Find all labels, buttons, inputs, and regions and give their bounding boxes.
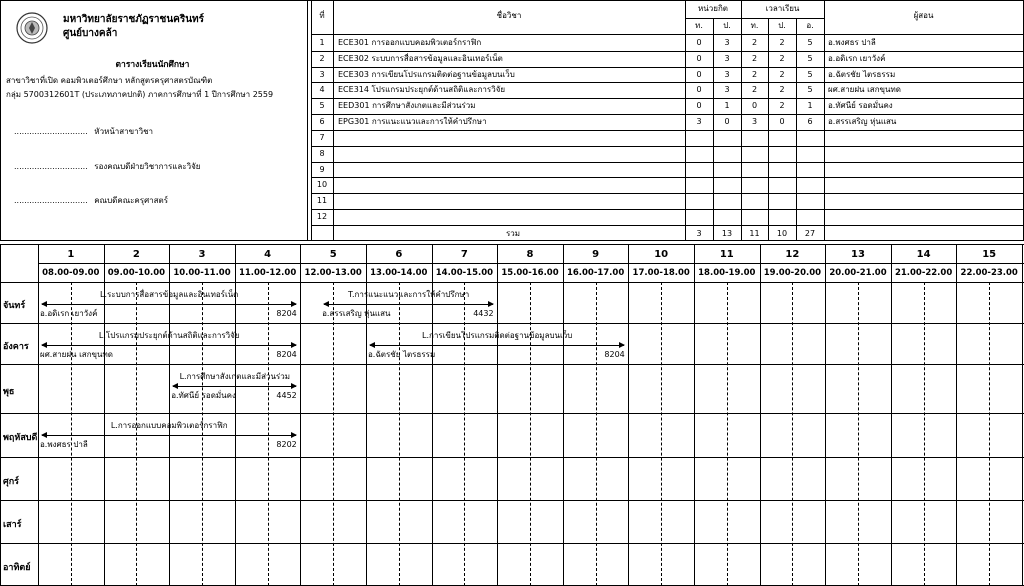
row-divider — [311, 130, 1024, 131]
period-number: 5 — [329, 249, 337, 260]
row-no: 3 — [319, 69, 325, 79]
grid-col-line — [891, 244, 892, 586]
col-header-hour-practice: ป. — [778, 21, 786, 30]
university-name: มหาวิทยาลัยราชภัฏราชนครินทร์ — [63, 14, 205, 25]
period-time: 15.00-16.00 — [501, 268, 559, 278]
total-hour-practice: 10 — [776, 229, 788, 238]
row-no: 8 — [319, 148, 325, 158]
row-credit-theory: 0 — [696, 53, 702, 63]
grid-half-hour-line — [858, 282, 859, 586]
class-room: 8202 — [276, 440, 297, 449]
signature-line-dean — [14, 194, 168, 207]
grid-row-line — [0, 500, 1024, 501]
signature-role: หัวหน้าสาขาวิชา — [94, 127, 154, 136]
row-hour-self: 5 — [807, 85, 813, 95]
class-teacher: อ.อดิเรก เยาวังค์ — [40, 309, 98, 318]
class-teacher: ผศ.สายฝน เสกขุนทด — [40, 350, 113, 359]
row-teacher: ผศ.สายฝน เสกขุนทด — [828, 85, 901, 95]
grid-row-line — [0, 323, 1024, 324]
doc-title: ตารางเรียนนักศึกษา — [115, 60, 190, 70]
period-time: 22.00-23.00 — [960, 268, 1018, 278]
row-no: 9 — [319, 164, 325, 174]
class-title: L.โปรแกรมประยุกต์ด้านสถิติและการวิจัย — [98, 331, 240, 340]
period-number: 3 — [198, 249, 206, 260]
table-border — [824, 0, 825, 241]
period-number: 2 — [132, 249, 140, 260]
period-number: 11 — [719, 249, 734, 260]
col-header-no: ที่ — [319, 11, 325, 20]
class-teacher: อ.สรรเสริญ หุ่นแสน — [322, 309, 391, 318]
day-label: ศุกร์ — [3, 476, 19, 487]
day-label: พุธ — [3, 386, 15, 397]
total-credit-practice: 13 — [721, 229, 733, 238]
row-hour-self: 5 — [807, 38, 813, 47]
row-teacher: อ.พงศธร ปาลี — [828, 38, 876, 47]
table-border — [0, 240, 1024, 241]
row-credit-theory: 0 — [696, 85, 702, 95]
row-hour-theory: 2 — [751, 53, 758, 63]
table-border — [0, 0, 1024, 1]
grid-row-line — [0, 364, 1024, 365]
signature-dots: ............................. — [14, 162, 88, 171]
grid-half-hour-line — [596, 282, 597, 586]
period-number: 15 — [982, 249, 997, 260]
class-room: 4452 — [276, 391, 297, 400]
day-label: อาทิตย์ — [3, 562, 31, 573]
grid-half-hour-line — [727, 282, 728, 586]
class-room: 8204 — [276, 309, 297, 318]
time-span-arrow-icon — [173, 386, 296, 387]
grid-col-line — [760, 244, 761, 586]
day-label: อังคาร — [3, 341, 29, 352]
row-hour-self: 1 — [807, 101, 813, 111]
period-number: 12 — [785, 249, 800, 260]
period-number: 9 — [592, 249, 600, 260]
grid-row-line — [0, 457, 1024, 458]
period-time: 09.00-10.00 — [107, 268, 166, 278]
grid-border — [38, 244, 39, 586]
row-no: 5 — [319, 101, 325, 111]
period-number: 7 — [460, 249, 468, 260]
row-credit-practice: 1 — [724, 101, 730, 111]
university-seal-icon — [16, 11, 48, 45]
grid-col-line — [628, 244, 629, 586]
period-time: 20.00-21.00 — [829, 268, 887, 278]
row-credit-theory: 0 — [696, 69, 702, 79]
row-divider — [311, 67, 1024, 68]
grid-row-line — [0, 543, 1024, 544]
row-hour-self: 5 — [807, 69, 813, 79]
signature-dots: ............................. — [14, 196, 88, 205]
row-hour-practice: 0 — [779, 117, 785, 127]
grid-half-hour-line — [792, 282, 793, 586]
signature-role: คณบดีคณะครุศาสตร์ — [94, 196, 169, 205]
class-teacher: อ.ฉัตรชัย ไตรธรรม — [368, 350, 436, 359]
table-border — [333, 0, 334, 241]
grid-half-hour-line — [202, 282, 203, 586]
row-divider — [311, 114, 1024, 115]
row-credit-theory: 3 — [696, 117, 702, 127]
row-hour-theory: 2 — [751, 69, 758, 79]
row-divider — [311, 177, 1024, 178]
row-hour-theory: 2 — [751, 38, 758, 47]
row-hour-theory: 3 — [751, 117, 758, 127]
grid-half-hour-line — [530, 282, 531, 586]
row-no: 11 — [316, 196, 328, 206]
row-credit-theory: 0 — [696, 101, 702, 111]
grid-col-line — [1022, 244, 1023, 586]
class-room: 8204 — [276, 350, 297, 359]
col-header-credit-practice: ป. — [723, 21, 731, 30]
row-subject: ECE314 โปรแกรมประยุกต์ด้านสถิติและการวิจัย — [338, 85, 506, 95]
class-title: L.การศึกษาสังเกตและมีส่วนร่วม — [179, 372, 290, 381]
total-label: รวม — [506, 229, 521, 238]
grid-col-line — [497, 244, 498, 586]
row-divider — [311, 98, 1024, 99]
program-line: สาขาวิชาที่เปิด คอมพิวเตอร์ศึกษา หลักสูตรครุศาสตรบัณฑิต — [6, 76, 213, 85]
grid-col-line — [563, 244, 564, 586]
signature-line-vice-dean — [14, 160, 201, 173]
col-header-hour-self: อ. — [806, 21, 814, 30]
period-number: 13 — [851, 249, 865, 260]
col-header-hours: เวลาเรียน — [765, 4, 800, 13]
row-no: 6 — [319, 117, 325, 127]
time-span-arrow-icon — [42, 304, 296, 305]
grid-half-hour-line — [924, 282, 925, 586]
table-border — [307, 0, 308, 241]
row-divider — [311, 51, 1024, 52]
grid-row-line — [0, 413, 1024, 414]
grid-border — [0, 244, 1, 586]
row-subject: ECE302 ระบบการสื่อสารข้อมูลและอินเทอร์เน็ต — [338, 53, 503, 63]
row-no: 4 — [319, 85, 325, 95]
row-no: 12 — [316, 212, 328, 222]
row-hour-practice: 2 — [779, 38, 785, 47]
row-divider — [311, 209, 1024, 210]
row-subject: ECE301 การออกแบบคอมพิวเตอร์กราฟิก — [338, 38, 482, 47]
row-divider — [311, 82, 1024, 83]
day-label: พฤหัสบดี — [3, 433, 38, 443]
period-number: 8 — [526, 249, 534, 260]
grid-half-hour-line — [71, 282, 72, 586]
time-span-arrow-icon — [42, 435, 296, 436]
row-credit-practice: 3 — [724, 38, 730, 47]
center-name: ศูนย์บางคล้า — [63, 28, 118, 39]
col-header-hour-theory: ท. — [750, 21, 759, 30]
period-time: 19.00-20.00 — [763, 268, 822, 278]
col-header-credits: หน่วยกิต — [698, 4, 728, 13]
row-divider — [311, 146, 1024, 147]
time-span-arrow-icon — [370, 345, 624, 346]
row-credit-practice: 3 — [724, 69, 730, 79]
grid-row-line — [0, 282, 1024, 283]
signature-role: รองคณบดีฝ่ายวิชาการและวิจัย — [94, 162, 201, 171]
table-border — [685, 18, 824, 19]
row-hour-theory: 2 — [751, 85, 758, 95]
grid-half-hour-line — [464, 282, 465, 586]
row-credit-practice: 3 — [724, 85, 730, 95]
period-time: 16.00-17.00 — [566, 268, 625, 278]
row-hour-practice: 2 — [779, 69, 785, 79]
grid-half-hour-line — [661, 282, 662, 586]
col-header-credit-theory: ท. — [695, 21, 703, 30]
row-credit-practice: 3 — [724, 53, 730, 63]
row-no: 10 — [316, 180, 328, 190]
signature-line-dept-head — [14, 125, 153, 138]
time-span-arrow-icon — [42, 345, 296, 346]
row-hour-practice: 2 — [779, 101, 785, 111]
period-number: 4 — [264, 249, 272, 260]
table-border — [311, 34, 1024, 35]
grid-half-hour-line — [333, 282, 334, 586]
row-hour-self: 6 — [807, 117, 813, 127]
signature-dots: ............................. — [14, 127, 88, 136]
grid-border — [0, 244, 1024, 245]
period-time: 14.00-15.00 — [435, 268, 494, 278]
period-time: 21.00-22.00 — [894, 268, 953, 278]
class-title: T.การแนะแนวและการให้คำปรึกษา — [348, 290, 470, 299]
day-label: จันทร์ — [3, 300, 26, 311]
row-no: 1 — [319, 38, 325, 47]
row-credit-practice: 0 — [724, 117, 730, 127]
col-header-subject: ชื่อวิชา — [496, 11, 522, 20]
grid-border — [38, 263, 1024, 264]
period-number: 10 — [654, 249, 669, 260]
class-room: 8204 — [604, 350, 625, 359]
grid-half-hour-line — [136, 282, 137, 586]
period-number: 14 — [916, 249, 931, 260]
row-teacher: อ.สรรเสริญ หุ่นแสน — [828, 117, 897, 127]
period-time: 11.00-12.00 — [238, 268, 297, 278]
class-teacher: อ.พงศธร ปาลี — [40, 440, 88, 449]
row-hour-theory: 0 — [751, 101, 758, 111]
row-teacher: อ.อดิเรก เยาวังค์ — [828, 53, 886, 63]
grid-col-line — [956, 244, 957, 586]
row-subject: EED301 การศึกษาสังเกตและมีส่วนร่วม — [338, 101, 476, 111]
period-time: 08.00-09.00 — [42, 268, 100, 278]
period-time: 13.00-14.00 — [370, 268, 428, 278]
class-teacher: อ.ทัศนีย์ รอดมั่นคง — [171, 391, 236, 400]
row-no: 7 — [319, 132, 325, 142]
row-teacher: อ.ฉัตรชัย ไตรธรรม — [828, 69, 896, 79]
row-no: 2 — [319, 53, 325, 63]
grid-half-hour-line — [268, 282, 269, 586]
row-teacher: อ.ทัศนีย์ รอดมั่นคง — [828, 101, 893, 111]
class-title: L.การเขียนโปรแกรมติดต่อฐานข้อมูลบนเว็บ — [422, 331, 573, 340]
class-room: 4432 — [473, 309, 494, 318]
period-number: 1 — [67, 249, 75, 260]
total-hour-theory: 11 — [749, 229, 760, 238]
grid-col-line — [694, 244, 695, 586]
col-header-teacher: ผู้สอน — [913, 11, 934, 20]
row-divider — [311, 193, 1024, 194]
period-time: 18.00-19.00 — [698, 268, 756, 278]
period-time: 10.00-11.00 — [173, 268, 231, 278]
period-time: 12.00-13.00 — [304, 268, 362, 278]
class-title: L.ระบบการสื่อสารข้อมูลและอินเทอร์เน็ต — [100, 290, 239, 299]
row-hour-practice: 2 — [779, 53, 785, 63]
total-hour-self: 27 — [804, 229, 816, 238]
grid-col-line — [825, 244, 826, 586]
table-border — [311, 225, 1024, 226]
row-subject: ECE303 การเขียนโปรแกรมติดต่อฐานข้อมูลบนเว็บ — [338, 69, 515, 79]
row-subject: EPG301 การแนะแนวและการให้คำปรึกษา — [338, 117, 487, 127]
total-credit-theory: 3 — [696, 229, 702, 238]
period-number: 6 — [395, 249, 403, 260]
row-divider — [311, 162, 1024, 163]
group-line: กลุ่ม 5700312601T (ประเภทภาคปกติ) ภาคการศึกษาที่ 1 ปีการศึกษา 2559 — [6, 90, 274, 99]
grid-half-hour-line — [989, 282, 990, 586]
grid-half-hour-line — [399, 282, 400, 586]
time-span-arrow-icon — [324, 304, 493, 305]
row-credit-theory: 0 — [696, 38, 702, 47]
day-label: เสาร์ — [3, 519, 22, 530]
row-hour-self: 5 — [807, 53, 813, 63]
row-hour-practice: 2 — [779, 85, 785, 95]
grid-col-line — [300, 244, 301, 586]
class-title: L.การออกแบบคอมพิวเตอร์กราฟิก — [110, 421, 228, 430]
period-time: 17.00-18.00 — [632, 268, 690, 278]
table-border — [0, 0, 1, 241]
